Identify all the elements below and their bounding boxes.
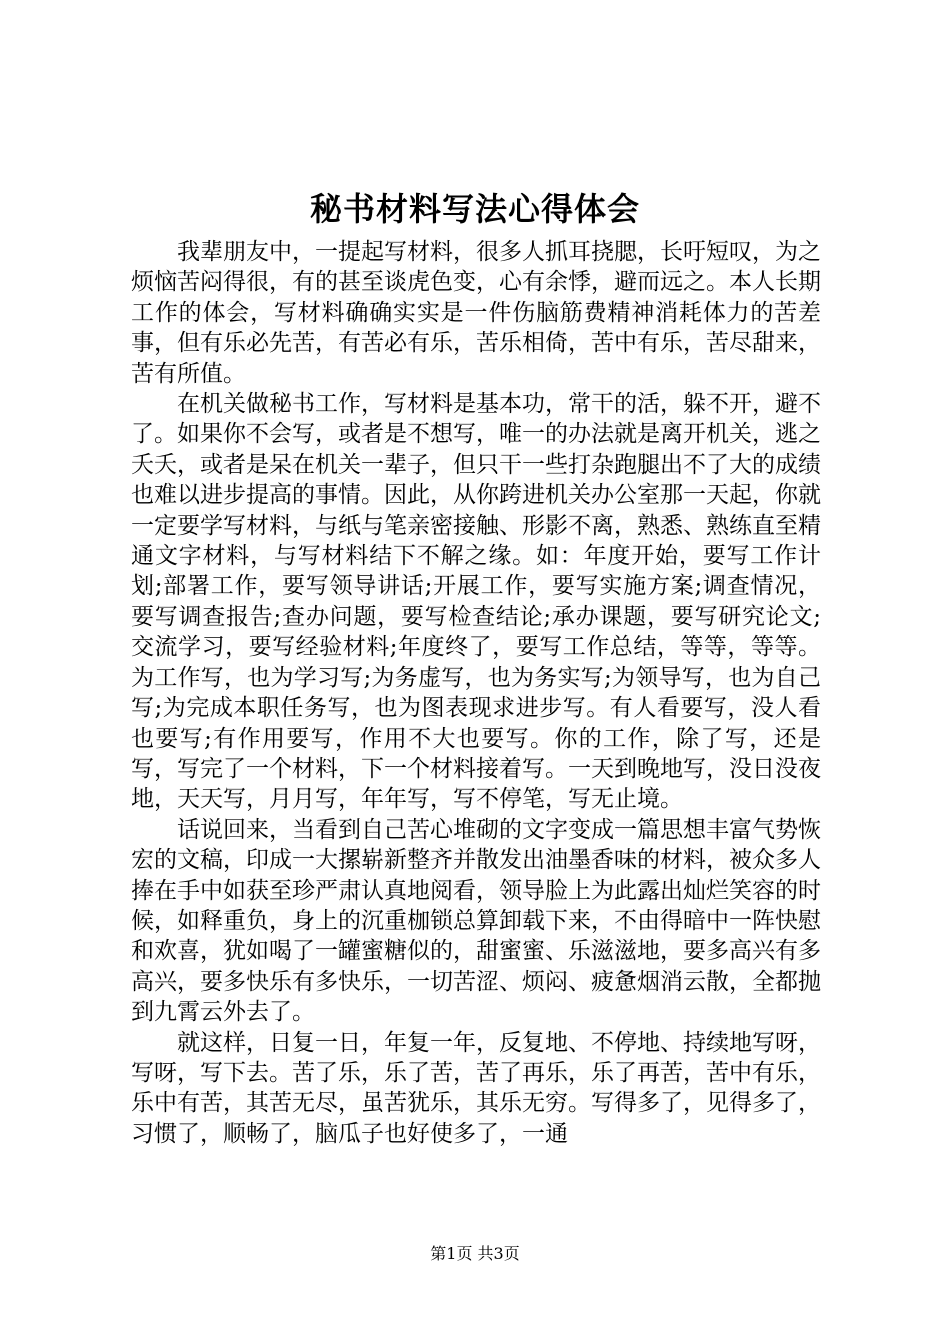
page-footer (0, 1244, 950, 1264)
paragraph: 在机关做秘书工作，写材料是基本功，常干的活，躲不开，避不了。如果你不会写，或者是不想写，唯一的办法就是离开机关，逃之夭夭，或者是呆在机关一辈子，但只干一些打杂跑腿出不了大的成绩也难以进步提高的事情。因此，从你跨进机关办公室那一天起，你就一定要学写材料，与纸与笔亲密接触、形影不离，熟悉、熟练直至精通文字材料，与写材料结下不解之缘。如：年度开始，要写工作计划;部署工作，要写领导讲话;开展工作，要写实施方案;调查情况，要写调查报告;查办问题，要写检查结论;承办课题，要写研究论文;交流学习，要写经验材料;年度终了，要写工作总结，等等，等等。为工作写，也为学习写;为务虚写，也为务实写;为领导写，也为自己写;为完成本职任务写，也为图表现求进步写。有人看要写，没人看也要写;有作用要写，作用不大也要写。你的工作，除了写，还是写，写完了一个材料，下一个材料接着写。一天到晚地写，没日没夜地，天天写，月月写，年年写，写不停笔，写无止境。 (131, 391, 821, 813)
paragraph: 就这样，日复一日，年复一年，反复地、不停地、持续地写呀，写呀，写下去。苦了乐，乐了苦，苦了再乐，乐了再苦，苦中有乐，乐中有苦，其苦无尽，虽苦犹乐，其乐无穷。写得多了，见得多了，习惯了，顺畅了，脑瓜子也好使多了，一通 (131, 1029, 821, 1147)
paragraph: 话说回来，当看到自己苦心堆砌的文字变成一篇思想丰富气势恢宏的文稿，印成一大摞崭新整齐并散发出油墨香味的材料，被众多人捧在手中如获至珍严肃认真地阅看，领导脸上为此露出灿烂笑容的时候，如释重负，身上的沉重枷锁总算卸载下来，不由得暗中一阵快慰和欢喜，犹如喝了一罐蜜糖似的，甜蜜蜜、乐滋滋地，要多高兴有多高兴，要多快乐有多快乐，一切苦涩、烦闷、疲惫烟消云散，全都抛到九霄云外去了。 (131, 816, 821, 1026)
paragraph: 我辈朋友中，一提起写材料，很多人抓耳挠腮，长吁短叹，为之烦恼苦闷得很，有的甚至谈虎色变，心有余悸，避而远之。本人长期工作的体会，写材料确确实实是一件伤脑筋费精神消耗体力的苦差事，但有乐必先苦，有苦必有乐，苦乐相倚，苦中有乐，苦尽甜来，苦有所值。 (131, 239, 821, 387)
document-body (131, 237, 821, 1149)
page-number: 第1页 共3页 (430, 1244, 520, 1263)
document-title: 秘书材料写法心得体会 (309, 190, 640, 228)
